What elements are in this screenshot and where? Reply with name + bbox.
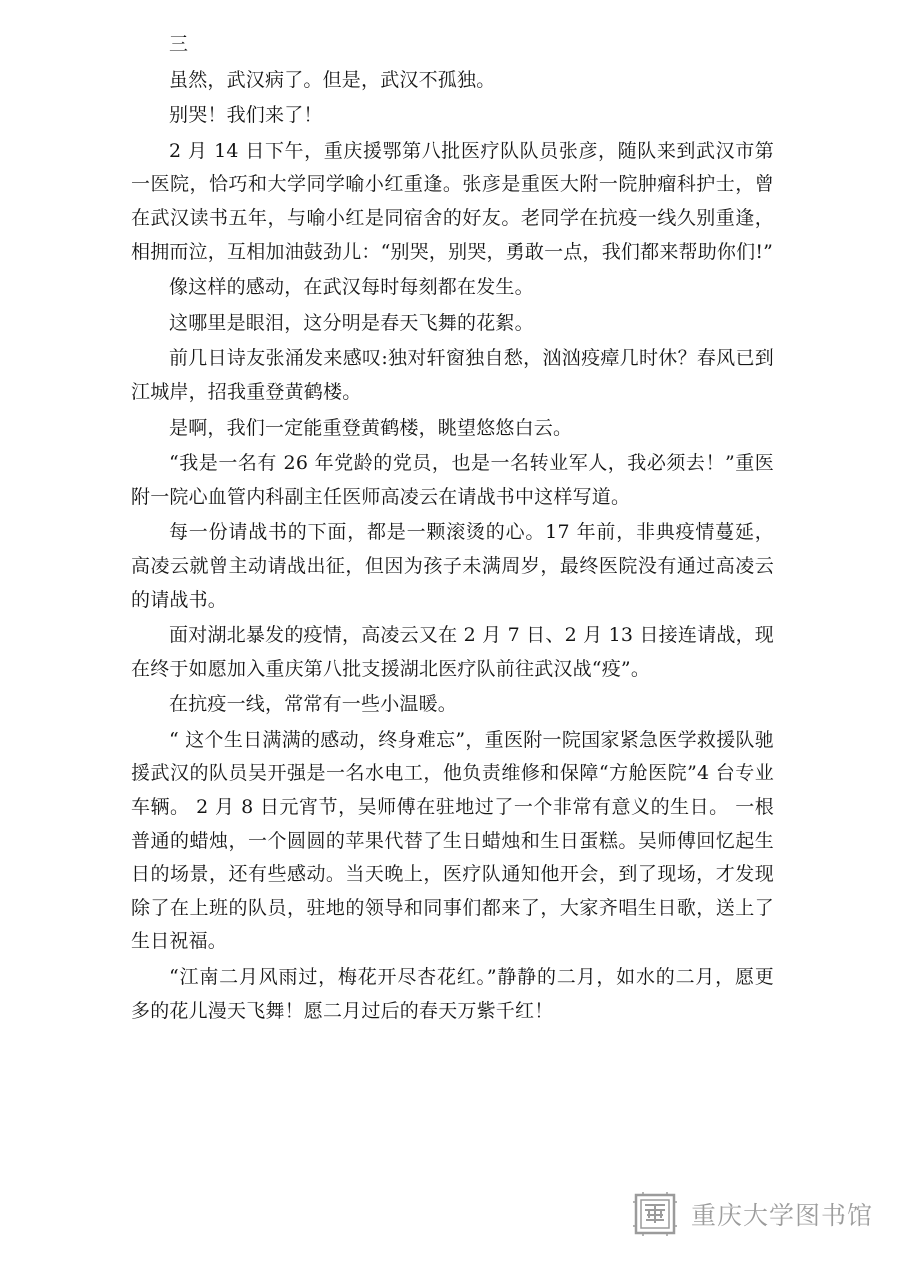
watermark-text: 重庆大学图书馆 xyxy=(691,1201,874,1230)
section-number: 三 xyxy=(169,33,189,55)
paragraph: 面对湖北暴发的疫情，高凌云又在 2 月 7 日、2 月 13 日接连请战，现在终于如愿加入重庆第八批支援湖北医疗队前往武汉战“疫”。 xyxy=(131,624,774,680)
paragraph: 这哪里是眼泪，这分明是春天飞舞的花絮。 xyxy=(169,311,534,334)
paragraph: “江南二月风雨过，梅花开尽杏花红。”静静的二月，如水的二月，愿更多的花儿漫天飞舞！愿二月过后的春天万紫千红！ xyxy=(131,966,774,1022)
paragraph: 虽然，武汉病了。但是，武汉不孤独。 xyxy=(169,68,496,91)
library-watermark xyxy=(633,1188,873,1240)
paragraph: 在抗疫一线，常常有一些小温暖。 xyxy=(169,693,458,716)
paragraph: 前几日诗友张涌发来感叹:独对轩窗独自愁，汹汹疫瘴几时休？春风已到江城岸，招我重登黄鹤楼。 xyxy=(131,347,774,403)
document-body xyxy=(131,28,774,1028)
paragraph: 别哭！我们来了！ xyxy=(169,104,323,127)
paragraph: 是啊，我们一定能重登黄鹤楼，眺望悠悠白云。 xyxy=(169,416,573,439)
library-seal-icon xyxy=(633,1192,677,1236)
paragraph: 每一份请战书的下面，都是一颗滚烫的心。17 年前，非典疫情蔓延，高凌云就曾主动请战出征，但因为孩子未满周岁，最终医院没有通过高凌云的请战书。 xyxy=(131,521,774,611)
paragraph: “我是一名有 26 年党龄的党员，也是一名转业军人，我必须去！”重医附一院心血管内科副主任医师高凌云在请战书中这样写道。 xyxy=(131,452,774,508)
paragraph: 像这样的感动，在武汉每时每刻都在发生。 xyxy=(169,276,534,299)
paragraph: “ 这个生日满满的感动，终身难忘”，重医附一院国家紧急医学救援队驰援武汉的队员吴开强是一名水电工，他负责维修和保障“方舱医院”4 台专业车辆。 2 月 8 日元宵节，吴师傅在驻地过了一个非常有意义的生日。 一根普通的蜡烛，一个圆圆的苹果代替了生日蜡烛和生日蛋糕。吴师傅回忆起生日的场景，还有些感动。当天晚上，医疗队通知他开会，到了现场，才发现除了在上班的队员，驻地的领导和同事们都来了，大家齐唱生日歌，送上了生日祝福。 xyxy=(131,728,774,953)
paragraph: 2 月 14 日下午，重庆援鄂第八批医疗队队员张彦，随队来到武汉市第一医院，恰巧和大学同学喻小红重逢。张彦是重医大附一院肿瘤科护士，曾在武汉读书五年，与喻小红是同宿舍的好友。老同学在抗疫一线久别重逢，相拥而泣，互相加油鼓劲儿：“别哭，别哭，勇敢一点，我们都来帮助你们!” xyxy=(131,139,774,263)
